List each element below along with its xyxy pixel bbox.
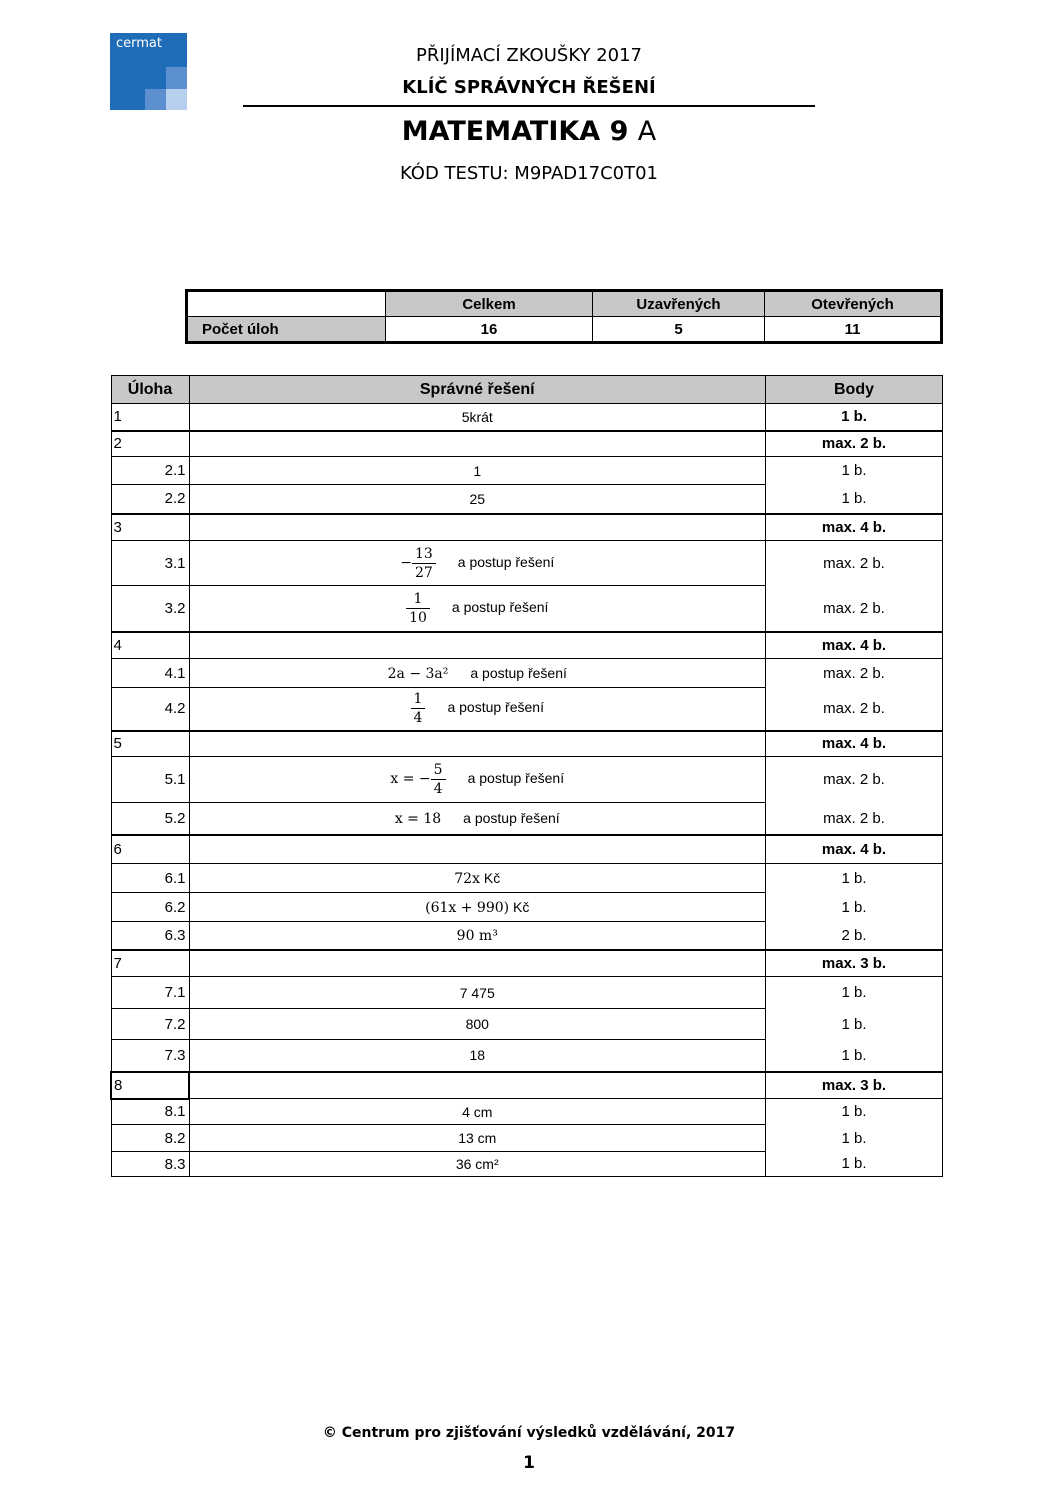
summary-table (185, 289, 943, 344)
subtask-answer: 1 (189, 457, 766, 485)
task-answer (189, 431, 766, 457)
unit-text: Kč (483, 869, 501, 886)
table-row (111, 977, 943, 1009)
table-row (111, 1152, 943, 1177)
table-row (111, 632, 943, 659)
subtask-points: max. 2 b. (766, 688, 943, 731)
title-main: MATEMATIKA 9 (401, 116, 629, 147)
math-expression: 90 m³ (456, 927, 498, 944)
table-row (111, 922, 943, 950)
task-points: max. 3 b. (766, 1072, 943, 1099)
summary-header: Celkem (386, 291, 593, 317)
subtask-id: 4.1 (111, 659, 189, 688)
denominator: 4 (413, 710, 423, 727)
subtask-points: 1 b. (766, 1099, 943, 1125)
summary-value: 16 (386, 317, 593, 343)
subtask-points: max. 2 b. (766, 757, 943, 803)
header-points: Body (766, 376, 943, 404)
subtask-id: 4.2 (111, 688, 189, 731)
table-row (111, 586, 943, 632)
subtask-id: 2.2 (111, 485, 189, 514)
summary-header: Uzavřených (593, 291, 765, 317)
task-id: 1 (111, 404, 189, 431)
table-row (111, 803, 943, 835)
header-solution: Správné řešení (189, 376, 766, 404)
subtask-points: 1 b. (766, 1009, 943, 1040)
subtask-answer: 18 (189, 1040, 766, 1072)
subtask-id: 7.3 (111, 1040, 189, 1072)
subtask-points: 1 b. (766, 864, 943, 893)
task-points: max. 4 b. (766, 835, 943, 864)
unit-text: Kč (513, 898, 530, 915)
numerator: 13 (412, 545, 436, 564)
subtask-points: max. 2 b. (766, 541, 943, 586)
task-id: 2 (111, 431, 189, 457)
table-row (111, 514, 943, 541)
subtask-answer: 25 (189, 485, 766, 514)
header-line1: PŘIJÍMACÍ ZKOUŠKY 2017 (415, 45, 643, 66)
header-rule (243, 105, 815, 107)
subtask-id: 2.1 (111, 457, 189, 485)
subtask-points: 1 b. (766, 485, 943, 514)
table-row (111, 835, 943, 864)
table-row (111, 485, 943, 514)
denominator: 10 (409, 609, 427, 626)
summary-row-label: Počet úloh (187, 317, 386, 343)
subtask-id: 6.3 (111, 922, 189, 950)
task-answer: 5krát (189, 404, 766, 431)
table-row (111, 950, 943, 977)
subtask-points: 1 b. (766, 457, 943, 485)
task-points: max. 3 b. (766, 950, 943, 977)
subtask-id: 5.2 (111, 803, 189, 835)
subtask-points: 1 b. (766, 1040, 943, 1072)
subtask-answer: 13 cm (189, 1125, 766, 1152)
subtask-id: 5.1 (111, 757, 189, 803)
subtask-id: 6.2 (111, 893, 189, 922)
table-row (111, 688, 943, 731)
table-row (111, 431, 943, 457)
table-header-row (111, 376, 943, 404)
table-row (111, 864, 943, 893)
header-task: Úloha (111, 376, 189, 404)
postup-text: a postup řešení (463, 809, 560, 826)
postup-text: a postup řešení (467, 770, 565, 787)
numerator: 1 (406, 590, 430, 609)
table-row (111, 731, 943, 757)
table-row (111, 457, 943, 485)
task-answer (189, 950, 766, 977)
task-answer (189, 1072, 766, 1099)
numerator: 1 (411, 690, 426, 709)
task-points: max. 4 b. (766, 632, 943, 659)
table-row (111, 404, 943, 431)
subtask-answer (189, 864, 766, 893)
page-title (0, 116, 1058, 147)
postup-text: a postup řešení (447, 699, 544, 716)
subtask-points: max. 2 b. (766, 659, 943, 688)
subtask-answer: 36 cm² (189, 1152, 766, 1177)
task-points: max. 2 b. (766, 431, 943, 457)
subtask-id: 3.2 (111, 586, 189, 632)
math-expression: (61x + 990) (425, 899, 510, 916)
subtask-answer (189, 586, 766, 632)
postup-text: a postup řešení (470, 664, 567, 681)
task-id: 4 (111, 632, 189, 659)
task-id: 8 (111, 1072, 189, 1099)
fraction (431, 761, 446, 798)
denominator: 4 (433, 781, 443, 797)
math-expression: 72x (454, 870, 480, 887)
subtask-id: 8.2 (111, 1125, 189, 1152)
subtask-answer: 800 (189, 1009, 766, 1040)
subtask-id: 7.1 (111, 977, 189, 1009)
task-answer (189, 632, 766, 659)
task-id: 6 (111, 835, 189, 864)
task-id: 3 (111, 514, 189, 541)
summary-value: 5 (593, 317, 765, 343)
task-answer (189, 514, 766, 541)
subtask-points: max. 2 b. (766, 803, 943, 835)
summary-header: Otevřených (765, 291, 942, 317)
subtask-answer (189, 893, 766, 922)
summary-corner (187, 291, 386, 317)
table-row (111, 1072, 943, 1099)
denominator: 27 (414, 564, 433, 581)
subtask-answer: 7 475 (189, 977, 766, 1009)
math-expression: 2a − 3a² (387, 665, 449, 682)
table-row (111, 659, 943, 688)
task-id: 7 (111, 950, 189, 977)
fraction (406, 590, 430, 627)
task-id: 5 (111, 731, 189, 757)
math-expression: x = 18 (394, 810, 442, 827)
task-points: 1 b. (766, 404, 943, 431)
task-answer (189, 731, 766, 757)
postup-text: a postup řešení (457, 553, 555, 570)
fraction (412, 545, 436, 582)
subtask-id: 3.1 (111, 541, 189, 586)
table-row (111, 1040, 943, 1072)
table-row (111, 757, 943, 803)
table-row (111, 1125, 943, 1152)
task-points: max. 4 b. (766, 731, 943, 757)
numerator: 5 (431, 761, 446, 780)
table-row (111, 541, 943, 586)
subtask-points: 1 b. (766, 1125, 943, 1152)
subtask-id: 8.3 (111, 1152, 189, 1177)
subtask-id: 6.1 (111, 864, 189, 893)
math-prefix: x = − (390, 771, 431, 788)
task-answer (189, 835, 766, 864)
subtask-answer (189, 688, 766, 731)
subtask-answer (189, 757, 766, 803)
subtask-points: 1 b. (766, 893, 943, 922)
subtask-points: 2 b. (766, 922, 943, 950)
subtask-id: 7.2 (111, 1009, 189, 1040)
subtask-answer (189, 541, 766, 586)
subtask-answer (189, 803, 766, 835)
subtask-answer (189, 922, 766, 950)
subtask-answer (189, 659, 766, 688)
subtask-points: 1 b. (766, 977, 943, 1009)
header-line2: KLÍČ SPRÁVNÝCH ŘEŠENÍ (402, 77, 656, 98)
page-number: 1 (523, 1453, 535, 1473)
table-row (111, 1099, 943, 1125)
subtask-points: max. 2 b. (766, 586, 943, 632)
logo-text: cermat (116, 36, 162, 51)
footer-copyright: © Centrum pro zjišťování výsledků vzdělávání, 2017 (322, 1425, 736, 1441)
answer-key-table (110, 375, 943, 1177)
fraction (411, 690, 426, 727)
subtask-id: 8.1 (111, 1099, 189, 1125)
task-points: max. 4 b. (766, 514, 943, 541)
table-row (111, 1009, 943, 1040)
subtask-points: 1 b. (766, 1152, 943, 1177)
minus-sign: − (400, 554, 412, 571)
subtask-answer: 4 cm (189, 1099, 766, 1125)
table-row (111, 893, 943, 922)
title-variant: A (637, 116, 657, 147)
postup-text: a postup řešení (451, 598, 549, 615)
test-code: KÓD TESTU: M9PAD17C0T01 (399, 163, 658, 184)
summary-value: 11 (765, 317, 942, 343)
